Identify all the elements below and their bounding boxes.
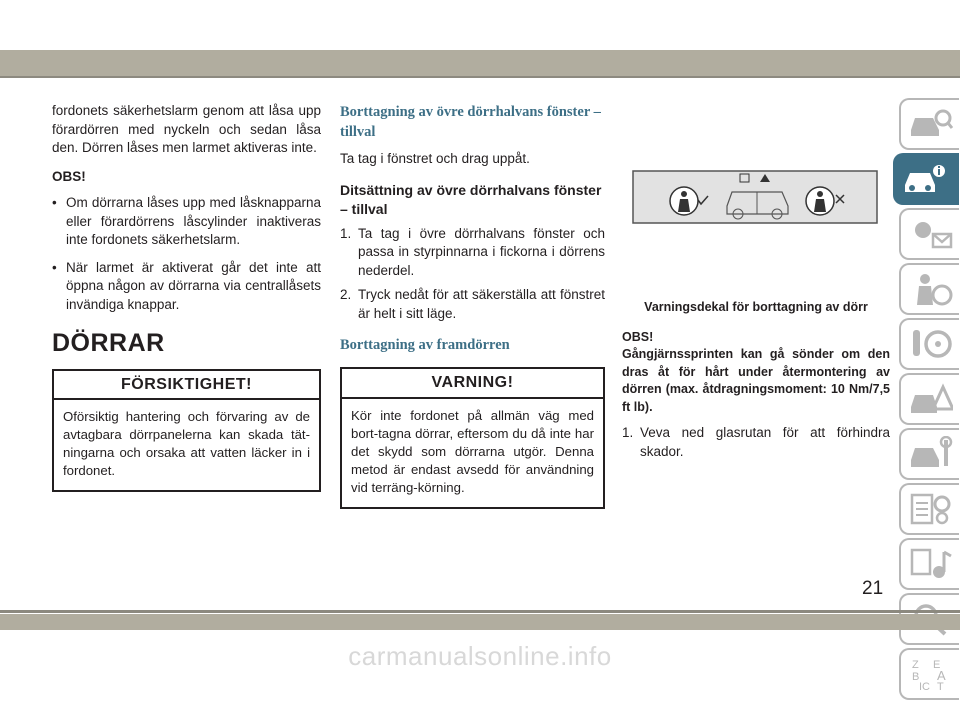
warning-box	[340, 367, 605, 509]
note-bullet: • När larmet är aktiverat går det inte att öppna någon av dörrarna via centrallåsets invändiga knappar.	[52, 259, 321, 315]
tab-vehicle-search[interactable]	[899, 98, 959, 150]
door-warning-decal-figure	[622, 160, 890, 290]
section-title-window-install: Ditsättning av övre dörrhalvans fönster – tillval	[340, 181, 602, 217]
svg-text:B: B	[912, 671, 920, 683]
note-label: OBS!	[52, 168, 86, 184]
watermark-text: carmanualsonline.info	[348, 641, 612, 671]
header-rule	[0, 76, 960, 78]
maintenance-icon	[909, 436, 953, 472]
svg-text:A: A	[937, 668, 946, 683]
step-item	[622, 424, 890, 461]
section-title-window-removal: Borttagning av övre dörrhalvans fönster – tillval	[340, 104, 601, 140]
intro-paragraph: fordonets säkerhetslarm genom att låsa upp förardörren med nyckeln och sedan låsa den. Dörren låses men larmet aktiveras inte.	[52, 103, 321, 155]
header-band	[0, 50, 960, 76]
note-text-right: Gångjärnssprinten kan gå sönder om den dras åt för hårt under återmontering av dörren (max. åtdragningsmoment: 10 Nm/7,5 ft lb).	[622, 347, 890, 414]
note-bullets	[52, 194, 321, 314]
vehicle-search-icon	[909, 106, 953, 142]
step-item	[340, 225, 605, 281]
svg-text:T: T	[937, 681, 944, 692]
tab-airbag-safety[interactable]	[899, 263, 959, 315]
footer-rule	[0, 610, 960, 613]
step-item	[340, 286, 605, 323]
warning-lights-icon	[909, 216, 953, 252]
caution-title: FÖRSIKTIGHET!	[54, 371, 319, 401]
footer-band	[0, 614, 960, 630]
step-text: Ta tag i övre dörrhalvans fönster och passa in styrpinnarna i fickorna i dörrens nederdel.	[358, 225, 605, 278]
step-number: 1.	[622, 425, 634, 440]
door-removal-steps	[622, 424, 890, 461]
column-left	[52, 102, 321, 502]
multimedia-icon	[909, 546, 953, 582]
tab-roadside-emergency[interactable]	[899, 373, 959, 425]
note-bullet: • Om dörrarna låses upp med låsknapparna eller förardörrens låscylinder inaktiveras inte fordonets säkerhetslarm.	[52, 194, 321, 250]
warning-title: VARNING!	[342, 369, 603, 399]
steering-wheel-icon	[909, 326, 953, 362]
column-middle	[340, 102, 605, 519]
door-warning-decal	[632, 170, 900, 230]
specifications-icon	[909, 491, 953, 527]
warning-text: Kör inte fordonet på allmän väg med bort-tagna dörrar, eftersom du då inte har det skydd som dörrarna utgör. Denna metod är endast avsedd för användning vid terräng-körning.	[351, 407, 594, 495]
section-title-door-removal: Borttagning av framdörren	[340, 337, 510, 353]
install-steps	[340, 225, 605, 324]
roadside-emergency-icon	[909, 381, 953, 417]
tab-vehicle-info[interactable]	[893, 153, 959, 205]
caution-box	[52, 369, 321, 493]
note-label-right: OBS!	[622, 329, 654, 344]
tab-steering-wheel[interactable]	[899, 318, 959, 370]
figure-caption: Varningsdekal för borttagning av dörr	[644, 300, 868, 314]
window-removal-text: Ta tag i fönstret och drag uppåt.	[340, 151, 530, 166]
vehicle-info-icon	[903, 161, 947, 197]
step-text: Tryck nedåt för att säkerställa att fönstret är helt i sitt läge.	[358, 287, 605, 321]
caution-text: Oförsiktig hantering och förvaring av de avtagbara dörrpanelerna kan skada tät-ningarna och orsaka att vatten läcker in i fordonet.	[63, 409, 310, 478]
airbag-safety-icon	[909, 271, 953, 307]
page-number: 21	[862, 578, 884, 599]
svg-text:IC: IC	[919, 681, 930, 692]
svg-text:E: E	[933, 659, 941, 671]
step-number: 1.	[340, 225, 352, 241]
tab-maintenance[interactable]	[899, 428, 959, 480]
chapter-title: DÖRRAR	[52, 329, 165, 357]
tab-warning-lights[interactable]	[899, 208, 959, 260]
tab-multimedia[interactable]	[899, 538, 959, 590]
step-number: 2.	[340, 287, 352, 302]
svg-text:Z: Z	[912, 659, 919, 671]
tab-specifications[interactable]	[899, 483, 959, 535]
column-right	[622, 160, 890, 469]
step-text: Veva ned glasrutan för att förhindra skador.	[640, 425, 890, 459]
